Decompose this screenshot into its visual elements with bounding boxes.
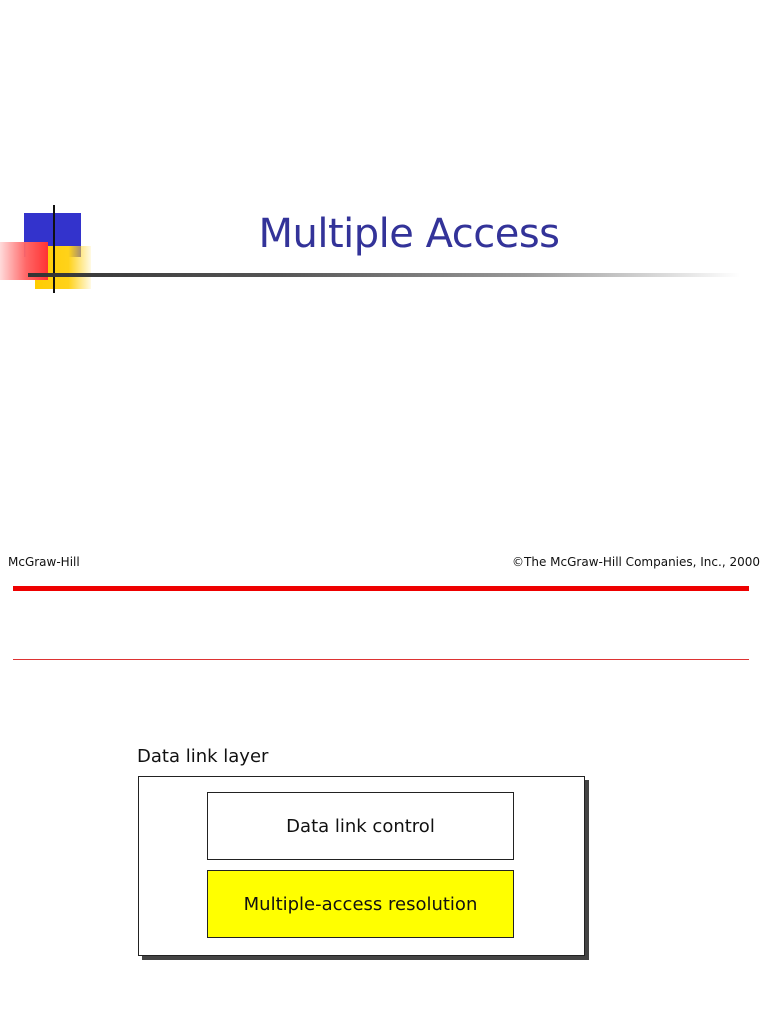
divider-thin-red-rule — [13, 659, 749, 660]
footer-red-rule — [13, 586, 749, 591]
title-underline-rule — [28, 273, 740, 277]
data-link-control-label: Data link control — [286, 815, 435, 837]
multiple-access-resolution-box — [207, 870, 514, 938]
footer-publisher: McGraw-Hill — [8, 555, 80, 569]
logo-vertical-rule — [53, 205, 55, 293]
slide-title: Multiple Access — [258, 211, 560, 257]
multiple-access-resolution-label: Multiple-access resolution — [243, 893, 478, 915]
data-link-control-box — [207, 792, 514, 860]
data-link-layer-label: Data link layer — [137, 746, 269, 767]
footer-copyright: ©The McGraw-Hill Companies, Inc., 2000 — [512, 555, 760, 569]
